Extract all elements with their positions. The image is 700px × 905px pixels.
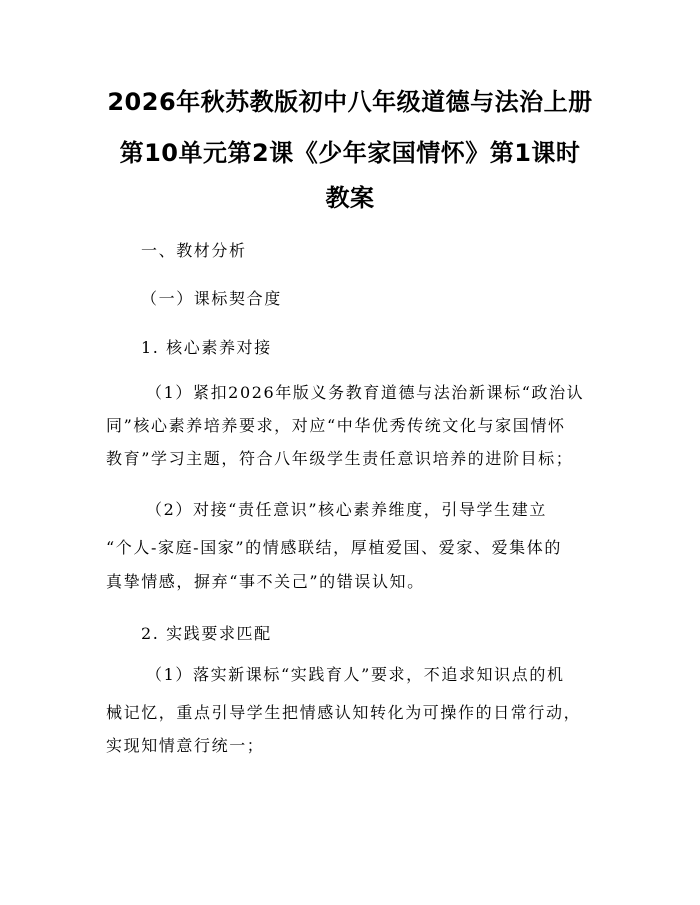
paragraph-line: （2）对接“责任意识”核心素养维度，引导学生建立: [146, 500, 547, 519]
paragraph-line: 教育”学习主题，符合八年级学生责任意识培养的进阶目标；: [106, 449, 574, 468]
paragraph-line: （1）紧扣2026年版义务教育道德与法治新课标“政治认: [146, 383, 585, 402]
item-heading-practice: 2. 实践要求匹配: [141, 624, 272, 643]
paragraph-line: 械记忆，重点引导学生把情感认知转化为可操作的日常行动，: [106, 703, 582, 722]
paragraph-line: （1）落实新课标“实践育人”要求，不追求知识点的机: [146, 665, 565, 684]
section-heading: 一、教材分析: [141, 241, 247, 260]
item-heading-core-literacy: 1. 核心素养对接: [141, 338, 272, 357]
paragraph-line: 同”核心素养培养要求，对应“中华优秀传统文化与家国情怀: [106, 416, 566, 435]
document-title-line-1: 2026年秋苏教版初中八年级道德与法治上册: [107, 88, 593, 116]
paragraph-line: “个人-家庭-国家”的情感联结，厚植爱国、爱家、爱集体的: [106, 538, 562, 557]
subsection-heading: （一）课标契合度: [141, 289, 282, 308]
paragraph-line: 实现知情意行统一；: [106, 736, 265, 755]
document-title-line-2: 第10单元第2课《少年家国情怀》第1课时: [119, 139, 581, 167]
document-title-line-3: 教案: [325, 184, 375, 212]
paragraph-line: 真挚情感，摒弃“事不关己”的错误认知。: [106, 572, 425, 591]
